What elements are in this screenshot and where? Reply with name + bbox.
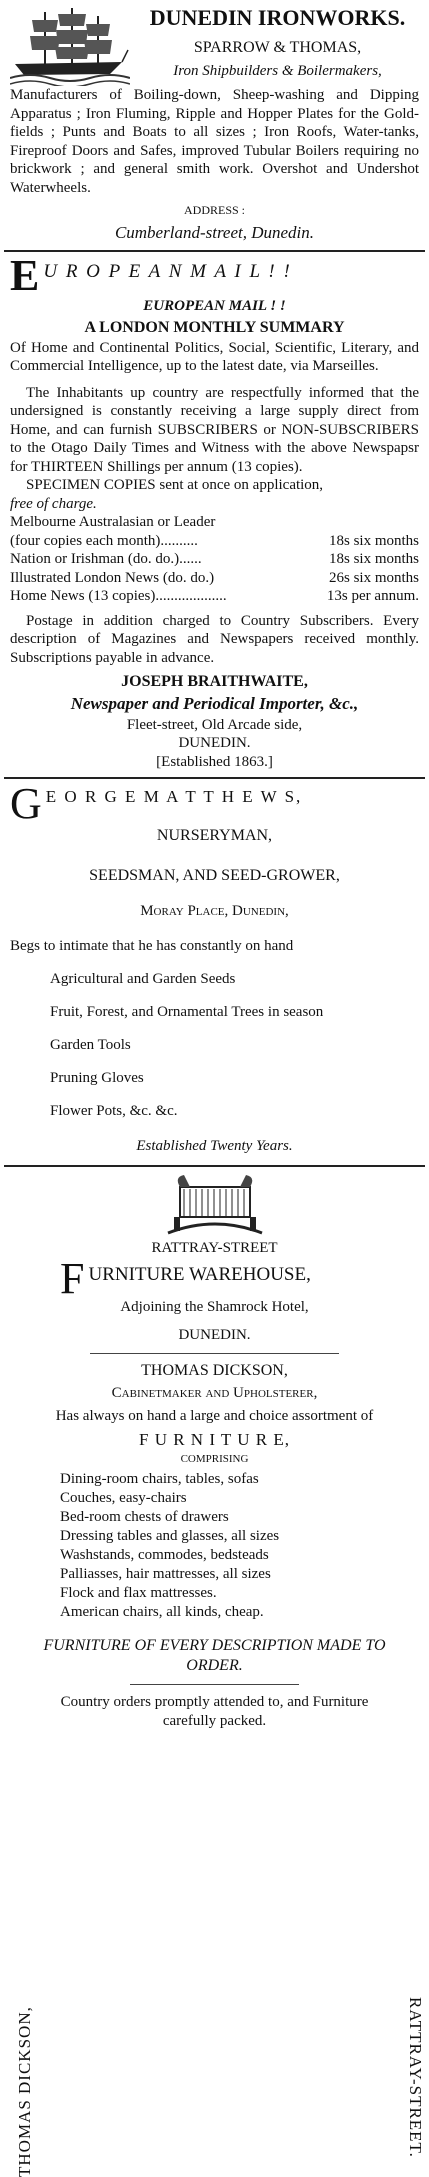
price-label: Illustrated London News (do. do.): [10, 569, 215, 586]
furniture-item: Flock and flax mattresses.: [60, 1585, 217, 1601]
furniture-footer: Country orders promptly attended to, and Furniture carefully packed.: [60, 1694, 369, 1729]
ship-illustration: [10, 6, 130, 86]
mail-intro: Of Home and Continental Politics, Social, Scientific, Literary, and Commercial Intelligence, up to the latest date, via Marseilles.: [10, 339, 419, 374]
cradle-illustration: [160, 1173, 270, 1237]
nursery-role2: SEEDSMAN, AND SEED-GROWER,: [89, 867, 340, 884]
ironworks-body: Manufacturers of Boiling-down, Sheep-washing and Dipping Apparatus ; Iron Fluming, Ripple and Hopper Plates for the Gold-fields ; Punts and Boats to all sizes ; Iron Roofs, Water-tanks, Fireproof Doors and Safes, improved Tubular Boilers requiring no brickwork ; and general smith work. Overshot and Undershot Waterwheels.: [10, 87, 419, 196]
furniture-item: Couches, easy-chairs: [60, 1490, 187, 1506]
furniture-adjoining: Adjoining the Shamrock Hotel,: [120, 1298, 309, 1315]
side-text-left: THOMAS DICKSON,: [15, 2006, 34, 2177]
furniture-has: Has always on hand a large and choice assortment of: [55, 1407, 374, 1424]
mail-specimen: SPECIMEN COPIES sent at once on application,: [26, 477, 324, 493]
nursery-item: Garden Tools: [50, 1036, 131, 1053]
furniture-name: THOMAS DICKSON,: [141, 1361, 288, 1379]
furniture-comprising: COMPRISING: [180, 1452, 249, 1465]
price-label: Home News (13 copies)...................: [10, 588, 227, 604]
nursery-item: Fruit, Forest, and Ornamental Trees in season: [50, 1003, 324, 1020]
mail-banner-text: U R O P E A N M A I L ! !: [43, 260, 292, 282]
mail-name: JOSEPH BRAITHWAITE,: [121, 673, 308, 690]
furniture-heading: F U R N I T U R E,: [138, 1430, 291, 1449]
nursery-dropcap: G: [10, 779, 42, 828]
nursery-item: Agricultural and Garden Seeds: [50, 970, 236, 987]
nursery-items: [10, 970, 419, 1121]
furniture-items: [10, 1470, 419, 1622]
furniture-every: FURNITURE OF EVERY DESCRIPTION MADE TO ORDER.: [43, 1637, 386, 1674]
ironworks-trade: Iron Shipbuilders & Boilermakers,: [173, 63, 382, 79]
furniture-item: Dining-room chairs, tables, sofas: [60, 1471, 259, 1487]
furniture-city: DUNEDIN.: [178, 1327, 251, 1343]
mail-title: EUROPEAN MAIL ! !: [143, 297, 286, 314]
price-row: [10, 550, 419, 569]
furniture-item: Palliasses, hair mattresses, all sizes: [60, 1566, 271, 1582]
ironworks-firm: SPARROW & THOMAS,: [193, 39, 362, 56]
furniture-trade: Cabinetmaker and Upholsterer,: [111, 1385, 318, 1401]
furniture-item: American chairs, all kinds, cheap.: [60, 1604, 264, 1620]
nursery-est: Established Twenty Years.: [136, 1137, 293, 1154]
mail-free: free of charge.: [10, 495, 97, 512]
price-value: 18s six months: [328, 551, 419, 567]
furniture-title-text: URNITURE WAREHOUSE,: [88, 1263, 311, 1285]
mail-street: Fleet-street, Old Arcade side,: [126, 716, 303, 733]
nursery-place: Moray Place, Dunedin,: [140, 903, 289, 919]
mail-prices: [10, 513, 419, 606]
price-row: [10, 569, 419, 588]
mail-para1: The Inhabitants up country are respectfully informed that the undersigned is constantly receiving a large supply direct from Home, and can furnish SUBSCRIBERS or NON-SUBSCRIBERS to the Otago Daily Times and Witness with the above Newspapsr for THIRTEEN Shillings per annum (13 copies).: [10, 384, 419, 475]
price-row: [10, 532, 419, 551]
ironworks-title: DUNEDIN IRONWORKS.: [149, 5, 406, 30]
price-label: Nation or Irishman (do. do.)......: [10, 551, 202, 567]
european-mail-ad: [10, 252, 419, 772]
price-label: (four copies each month)..........: [10, 532, 198, 549]
nursery-item: Flower Pots, &c. &c.: [50, 1102, 178, 1119]
mail-banner: [10, 250, 419, 300]
address-label: ADDRESS :: [183, 203, 245, 217]
ironworks-ad: [10, 0, 419, 246]
nursery-role: NURSERYMAN,: [156, 827, 273, 844]
furniture-dropcap: F: [60, 1253, 85, 1303]
nursery-ad: [10, 779, 419, 1155]
mail-subtitle: A LONDON MONTHLY SUMMARY: [84, 318, 345, 336]
mail-city: DUNEDIN.: [178, 735, 251, 751]
furniture-ad: [10, 1167, 425, 2177]
furniture-item: Dressing tables and glasses, all sizes: [60, 1528, 280, 1544]
price-row: [10, 587, 419, 606]
side-text-right: RATTRAY-STREET.: [406, 1997, 425, 2158]
ironworks-address: Cumberland-street, Dunedin.: [114, 222, 315, 242]
furniture-item: Washstands, commodes, bedsteads: [60, 1547, 269, 1563]
divider: [90, 1353, 339, 1354]
nursery-title: [10, 779, 419, 828]
mail-dropcap: E: [10, 250, 40, 300]
mail-postage: Postage in addition charged to Country Subscribers. Every description of Magazines and Newspapers received monthly. Subscriptions payable in advance.: [10, 612, 419, 666]
nursery-item: Pruning Gloves: [50, 1069, 144, 1086]
furniture-street: RATTRAY-STREET: [151, 1240, 278, 1256]
price-value: 26s six months: [328, 569, 419, 586]
price-row: [10, 513, 419, 532]
mail-trade: Newspaper and Periodical Importer, &c.,: [70, 693, 359, 713]
divider: [130, 1684, 299, 1685]
nursery-intro: Begs to intimate that he has constantly on hand: [10, 938, 294, 954]
price-value: 13s per annum.: [326, 588, 419, 604]
nursery-title-text: E O R G E M A T T H E W S,: [45, 787, 303, 806]
mail-est: [Established 1863.]: [156, 753, 273, 770]
furniture-item: Bed-room chests of drawers: [60, 1509, 229, 1525]
furniture-title: [10, 1253, 419, 1303]
price-value: 18s six months: [328, 532, 419, 549]
price-label: Melbourne Australasian or Leader: [10, 514, 216, 530]
